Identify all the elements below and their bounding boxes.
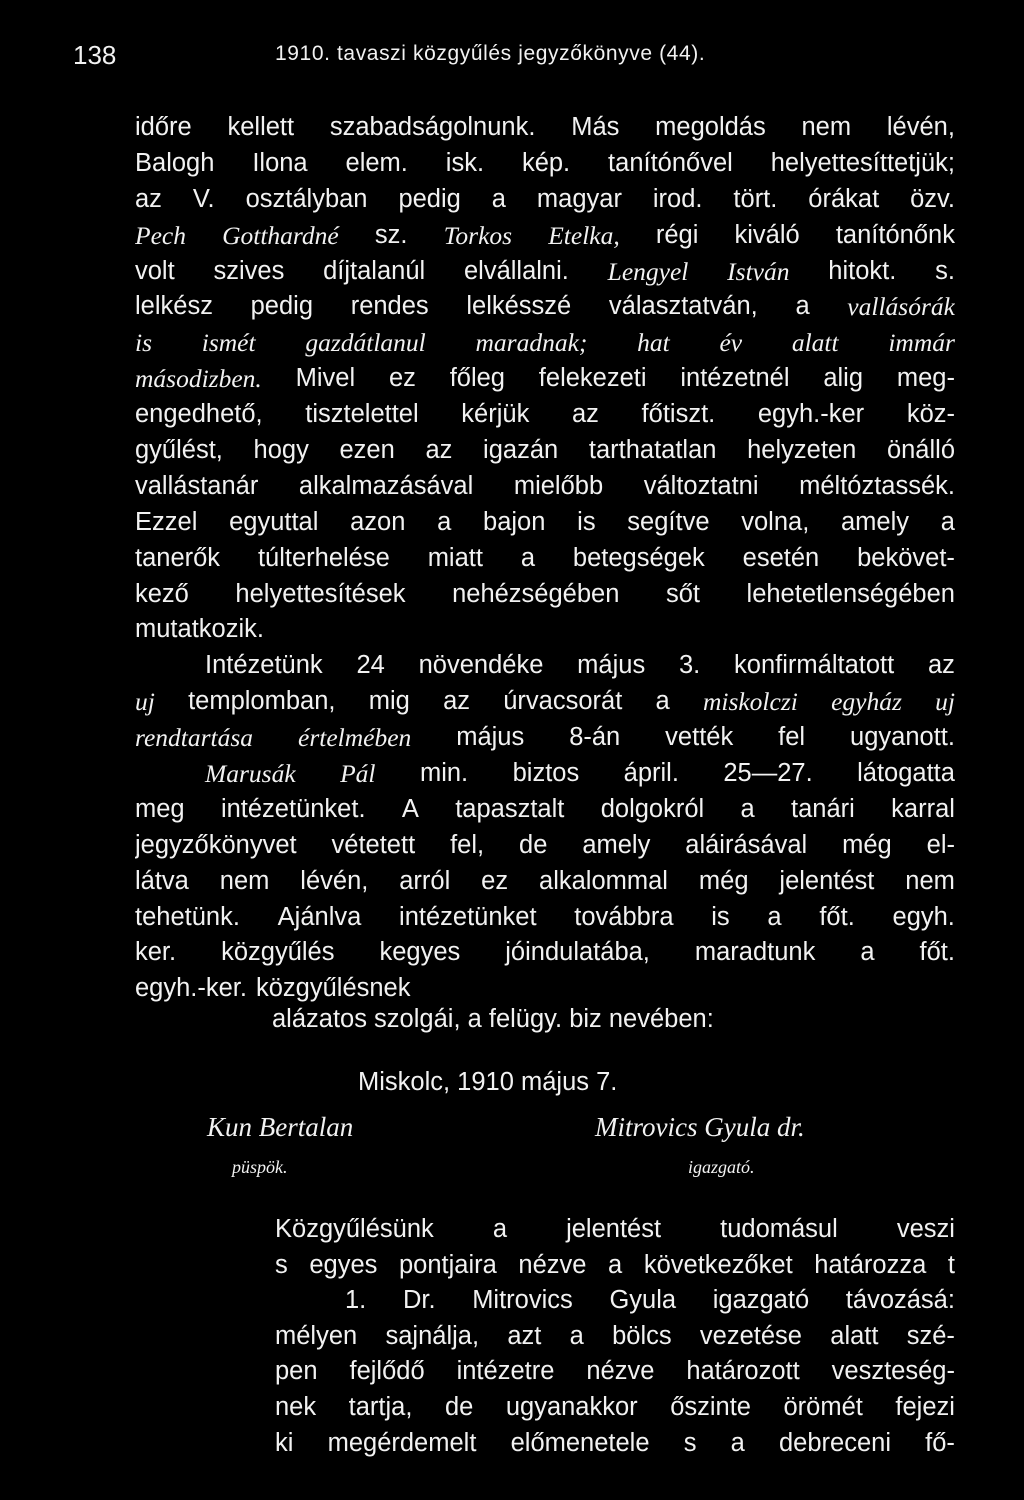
text-line: az V. osztályban pedig a magyar irod. tört. órákat özv. bbox=[135, 184, 955, 213]
resolution-line: pen fejlődő intézetre nézve határozott veszteség- bbox=[275, 1357, 955, 1386]
text-line: Pech Gotthardné sz. Torkos Etelka, régi kiváló tanítónőnk bbox=[135, 220, 955, 250]
text-line: meg intézetünket. A tapasztalt dolgokról a tanári karral bbox=[135, 794, 955, 823]
text-line: egyh.-ker. közgyűlésnek bbox=[135, 974, 411, 1003]
place-date: Miskolc, 1910 május 7. bbox=[358, 1067, 618, 1096]
resolution-line: Közgyűlésünk a jelentést tudomásul veszi bbox=[275, 1215, 955, 1243]
text-line: gyűlést, hogy ezen az igazán tarthatatlan helyzeten önálló bbox=[135, 436, 955, 465]
signature-block bbox=[0, 1112, 1024, 1192]
signature-right-name: Mitrovics Gyula dr. bbox=[595, 1112, 805, 1142]
resolution-line: s egyes pontjaira nézve a következőket határozza t bbox=[275, 1250, 955, 1279]
signature-right-title: igazgató. bbox=[688, 1157, 755, 1177]
text-line: időre kellett szabadságolnunk. Más megoldás nem lévén, bbox=[135, 113, 955, 141]
report-body bbox=[135, 110, 955, 1007]
text-line: is ismét gazdátlanul maradnak; hat év alatt immár bbox=[135, 328, 955, 358]
signature-left-title: püspök. bbox=[232, 1157, 288, 1177]
running-header bbox=[0, 40, 1024, 74]
text-line: Balogh Ilona elem. isk. kép. tanítónővel helyettesíttetjük; bbox=[135, 148, 955, 177]
page-number: 138 bbox=[73, 40, 117, 70]
text-line: engedhető, tisztelettel kérjük az főtiszt. egyh.-ker köz- bbox=[135, 400, 955, 429]
text-line: jegyzőkönyvet vétetett fel, de amely aláirásával még el- bbox=[135, 830, 955, 859]
resolution-line: nek tartja, de ugyanakkor őszinte örömét fejezi bbox=[275, 1392, 955, 1421]
resolution-line: 1. Dr. Mitrovics Gyula igazgató távozásá: bbox=[345, 1286, 955, 1315]
text-line: ker. közgyűlés kegyes jóindulatába, maradtunk a főt. bbox=[135, 938, 955, 967]
running-title: 1910. tavaszi közgyűlés jegyzőkönyve (44). bbox=[275, 42, 706, 65]
text-line: Intézetünk 24 növendéke május 3. konfirmáltatott az bbox=[205, 651, 955, 680]
text-line: másodizben. Mivel ez főleg felekezeti intézetnél alig meg- bbox=[135, 364, 955, 394]
signature-left-name: Kun Bertalan bbox=[207, 1112, 354, 1142]
text-line: lelkész pedig rendes lelkésszé választatván, a vallásórák bbox=[135, 292, 955, 322]
text-line: Ezzel egyuttal azon a bajon is segítve volna, amely a bbox=[135, 507, 955, 536]
resolution-line: ki megérdemelt előmenetele s a debreceni fő- bbox=[275, 1428, 955, 1457]
text-line: uj templomban, mig az úrvacsorát a miskolczi egyház uj bbox=[135, 687, 955, 717]
text-line: Marusák Pál min. biztos ápril. 25—27. látogatta bbox=[205, 759, 955, 789]
text-line: rendtartása értelmében május 8-án vették fel ugyanott. bbox=[135, 723, 955, 753]
resolution-block bbox=[275, 1212, 955, 1461]
text-line: vallástanár alkalmazásával mielőbb változtatni méltóztassék. bbox=[135, 471, 955, 500]
text-line: mutatkozik. bbox=[135, 615, 264, 644]
text-line: látva nem lévén, arról ez alkalommal még jelentést nem bbox=[135, 866, 955, 895]
text-line: tanerők túlterhelése miatt a betegségek esetén bekövet- bbox=[135, 543, 955, 572]
text-line: tehetünk. Ajánlva intézetünket továbbra is a főt. egyh. bbox=[135, 902, 955, 931]
closing-line: alázatos szolgái, a felügy. biz nevében: bbox=[272, 1005, 714, 1033]
text-line: kező helyettesítések nehézségében sőt lehetetlenségében bbox=[135, 579, 955, 608]
text-line: volt szives díjtalanúl elvállalni. Lengyel István hitokt. s. bbox=[135, 256, 955, 286]
resolution-line: mélyen sajnálja, azt a bölcs vezetése alatt szé- bbox=[275, 1321, 955, 1350]
closing-block bbox=[0, 1002, 1024, 1101]
